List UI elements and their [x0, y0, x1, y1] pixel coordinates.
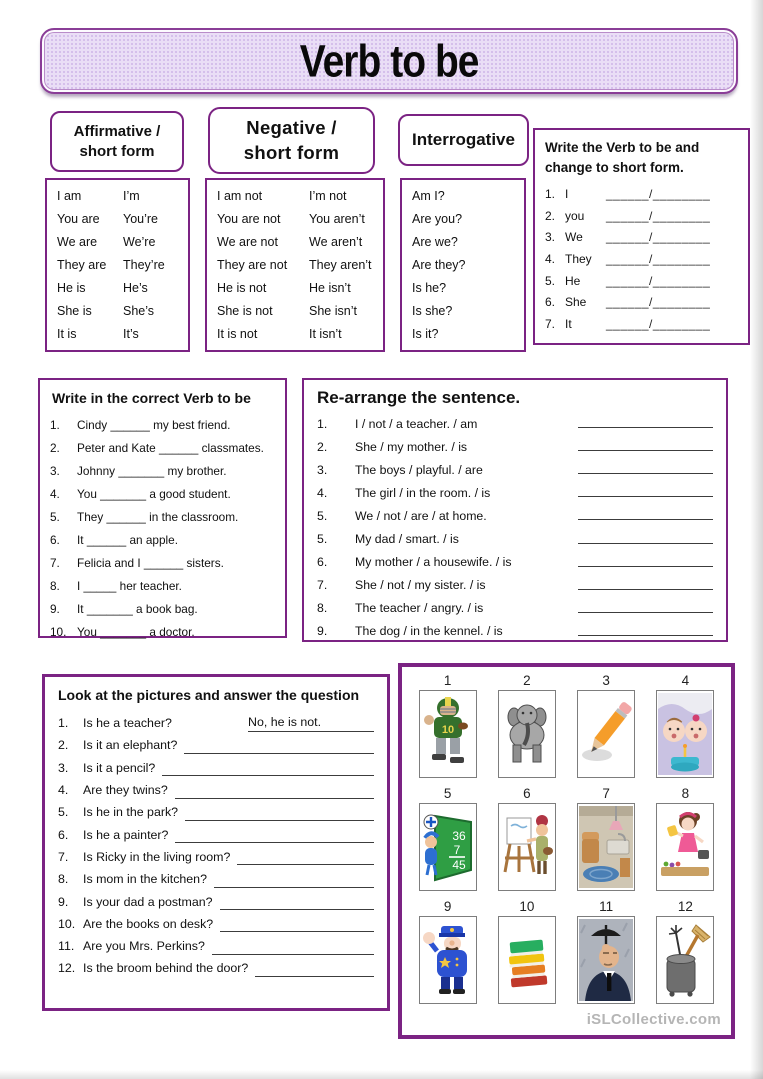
long-form: I am	[57, 189, 82, 203]
pronoun: you	[565, 208, 585, 223]
answer-blank: ______/________	[606, 230, 711, 245]
jumbled-sentence: My mother / a housewife. / is	[355, 555, 512, 570]
list-item	[50, 598, 285, 621]
answer-line	[220, 915, 374, 932]
item-number: 7.	[50, 556, 60, 571]
picture-cell	[656, 803, 714, 891]
sentence: It _______ a book bag.	[77, 602, 198, 617]
table-row	[57, 281, 178, 295]
sentence: It ______ an apple.	[77, 533, 179, 548]
list-item	[58, 868, 374, 890]
table-row	[412, 189, 514, 203]
list-item	[58, 957, 374, 979]
fill-in-exercise	[38, 378, 287, 638]
picture-item	[419, 896, 477, 1004]
header-line: short form	[79, 142, 155, 160]
table-row	[217, 258, 373, 272]
list-item	[58, 890, 374, 912]
answer-line	[578, 621, 713, 636]
item-number: 6.	[50, 533, 60, 548]
page-title: Verb to be	[299, 35, 479, 86]
answer-line	[578, 482, 713, 497]
pronoun: I	[565, 187, 569, 202]
picture-cell	[419, 916, 477, 1004]
item-number: 5.	[317, 532, 328, 547]
elephant-image	[500, 693, 554, 775]
long-form: He is not	[217, 281, 267, 295]
column-header-negative	[208, 107, 375, 174]
item-number: 10.	[58, 916, 76, 931]
picture-questions-exercise	[42, 674, 390, 1011]
exercise-heading: Re-arrange the sentence.	[317, 388, 521, 407]
answer-line	[237, 848, 374, 865]
item-number: 6.	[58, 827, 69, 842]
list-item	[545, 227, 738, 249]
list-item	[58, 779, 374, 801]
item-number: 1.	[317, 416, 328, 431]
answer-text: No, he is not.	[248, 715, 374, 732]
table-row	[217, 327, 373, 341]
answer-line	[175, 826, 374, 843]
long-form: I am not	[217, 189, 263, 203]
long-form: It is	[57, 327, 77, 341]
item-number: 11.	[58, 939, 75, 954]
item-number: 4.	[50, 486, 60, 501]
jumbled-sentence: The boys / playful. / are	[355, 462, 483, 477]
question: Are they twins?	[83, 783, 168, 798]
table-row	[57, 304, 178, 318]
picture-cell	[656, 916, 714, 1004]
picture-cell	[577, 803, 635, 891]
affirmative-table	[45, 178, 190, 352]
short-form: He’s	[123, 281, 148, 295]
table-row	[57, 212, 178, 226]
short-form: We’re	[123, 235, 156, 249]
question: Is your dad a postman?	[83, 894, 213, 909]
header-line: short form	[243, 141, 340, 163]
answer-line	[578, 413, 713, 428]
question: Are you Mrs. Perkins?	[83, 939, 205, 954]
long-form: They are not	[217, 258, 288, 272]
jumbled-sentence: My dad / smart. / is	[355, 532, 459, 547]
sentence: Felicia and I ______ sisters.	[77, 556, 224, 571]
item-number: 1.	[545, 187, 556, 202]
table-row	[217, 304, 373, 318]
long-form: It is not	[217, 327, 258, 341]
list-item	[317, 504, 713, 527]
picture-grid-row	[408, 783, 725, 891]
list-item	[50, 575, 285, 598]
answer-line	[578, 598, 713, 613]
short-form: It isn’t	[309, 327, 342, 341]
picture-cell	[577, 916, 635, 1004]
answer-line	[212, 938, 374, 955]
item-number: 7.	[58, 849, 69, 864]
page-edge-shadow	[750, 0, 763, 1079]
short-form: She isn’t	[309, 304, 357, 318]
picture-number: 6	[523, 786, 531, 801]
exercise-instruction: Write the Verb to be and change to short form.	[545, 140, 700, 176]
picture-item	[498, 670, 556, 778]
list-item	[317, 597, 713, 620]
jumbled-sentence: I / not / a teacher. / am	[355, 416, 478, 431]
list-item	[317, 435, 713, 458]
answer-line	[578, 529, 713, 544]
long-form: They are	[57, 258, 107, 272]
jumbled-sentence: We / not / are / at home.	[355, 508, 487, 523]
long-form: We are	[57, 235, 98, 249]
item-number: 4.	[58, 783, 69, 798]
question-form: Is he?	[412, 281, 447, 295]
item-number: 9.	[50, 602, 60, 617]
pencil-image	[579, 693, 633, 775]
exercise-heading: Write in the correct Verb to be	[52, 390, 251, 406]
item-number: 6.	[317, 555, 328, 570]
painter-image	[500, 806, 554, 888]
item-number: 6.	[545, 295, 556, 310]
answer-line	[175, 782, 374, 799]
item-number: 3.	[317, 462, 328, 477]
answer-line	[578, 552, 713, 567]
picture-number: 8	[681, 786, 690, 801]
picture-item	[419, 670, 477, 778]
list-item	[58, 935, 374, 957]
page-edge-shadow	[0, 1070, 763, 1079]
answer-blank: ______/________	[606, 316, 711, 331]
list-item	[317, 412, 713, 435]
sentence: They ______ in the classroom.	[77, 509, 239, 524]
answer-line	[214, 871, 374, 888]
item-number: 3.	[50, 463, 60, 478]
question: Is it an elephant?	[83, 738, 178, 753]
short-form: She’s	[123, 304, 155, 318]
picture-item	[577, 670, 635, 778]
sentence: You _______ a good student.	[77, 486, 231, 501]
item-number: 9.	[317, 624, 328, 639]
picture-item	[656, 896, 714, 1004]
item-number: 3.	[545, 230, 556, 245]
svg-text:36: 36	[451, 829, 466, 843]
short-form: He isn’t	[309, 281, 351, 295]
item-number: 5.	[50, 509, 60, 524]
list-item	[58, 801, 374, 823]
answer-line	[578, 505, 713, 520]
item-number: 8.	[50, 579, 60, 594]
answer-line	[184, 737, 374, 754]
table-row	[412, 212, 514, 226]
islcollective-watermark: iSLCollective.com	[586, 1011, 721, 1028]
question-form: Are they?	[412, 258, 466, 272]
answer-blank: ______/________	[606, 252, 711, 267]
picture-cell	[498, 916, 556, 1004]
item-number: 5.	[58, 805, 69, 820]
list-item	[317, 481, 713, 504]
question: Is the broom behind the door?	[83, 961, 249, 976]
list-item	[58, 846, 374, 868]
umbrella-man-image	[579, 919, 633, 1001]
picture-item	[419, 783, 477, 891]
sentence: Peter and Kate ______ classmates.	[77, 440, 264, 455]
item-number: 7.	[545, 316, 556, 331]
jumbled-sentence: She / not / my sister. / is	[355, 578, 486, 593]
picture-number: 9	[443, 899, 452, 914]
picture-number: 2	[523, 673, 531, 688]
exercise-heading: Look at the pictures and answer the question	[58, 687, 360, 703]
answer-line	[578, 436, 713, 451]
list-item	[50, 505, 285, 528]
short-form: We aren’t	[309, 235, 363, 249]
item-number: 3.	[58, 760, 69, 775]
picture-number: 4	[681, 673, 690, 688]
item-number: 1.	[50, 417, 60, 432]
jumbled-sentence: She / my mother. / is	[355, 439, 468, 454]
picture-number: 12	[677, 899, 693, 914]
picture-number: 5	[443, 786, 452, 801]
list-item	[58, 913, 374, 935]
picture-number: 10	[519, 899, 535, 914]
table-row	[412, 235, 514, 249]
table-row	[57, 235, 178, 249]
short-form: I’m	[123, 189, 140, 203]
long-form: She is not	[217, 304, 273, 318]
answer-blank: ______/________	[606, 273, 711, 288]
long-form: He is	[57, 281, 86, 295]
column-header-interrogative	[398, 114, 529, 166]
picture-item	[577, 783, 635, 891]
picture-grid-row	[408, 896, 725, 1004]
question: Is he a painter?	[83, 827, 169, 842]
item-number: 2.	[545, 208, 556, 223]
picture-item	[498, 896, 556, 1004]
list-item	[50, 482, 285, 505]
picture-cell	[498, 803, 556, 891]
answer-line	[162, 759, 374, 776]
picture-item	[656, 670, 714, 778]
item-number: 4.	[545, 252, 556, 267]
list-item	[50, 459, 285, 482]
short-form: They’re	[123, 258, 165, 272]
pronoun: It	[565, 316, 572, 331]
question-form: Is it?	[412, 327, 439, 341]
header-line: Negative /	[246, 116, 337, 138]
table-row	[217, 281, 373, 295]
list-item	[58, 757, 374, 779]
short-form: You’re	[123, 212, 158, 226]
list-item	[317, 574, 713, 597]
list-item	[317, 527, 713, 550]
football-player-image	[421, 693, 475, 775]
short-form: It’s	[123, 327, 139, 341]
list-item	[50, 436, 285, 459]
list-item	[58, 712, 374, 734]
table-row	[217, 189, 373, 203]
list-item	[50, 528, 285, 551]
cooking-woman-image	[658, 806, 712, 888]
table-row	[57, 258, 178, 272]
table-row	[412, 304, 514, 318]
answer-line	[578, 459, 713, 474]
picture-cell	[656, 690, 714, 778]
answer-line	[578, 575, 713, 590]
policeman-image	[421, 919, 475, 1001]
pronoun: He	[565, 273, 581, 288]
question: Is he in the park?	[83, 805, 179, 820]
picture-cell	[577, 690, 635, 778]
list-item	[50, 621, 285, 644]
picture-item	[656, 783, 714, 891]
long-form: You are	[57, 212, 100, 226]
short-form: I’m not	[309, 189, 347, 203]
pronoun: They	[565, 252, 592, 267]
list-item	[50, 552, 285, 575]
broom-in-bin-image	[658, 919, 712, 1001]
title-banner	[40, 28, 738, 94]
item-number: 2.	[58, 738, 69, 753]
list-item	[317, 458, 713, 481]
picture-number: 7	[602, 786, 610, 801]
short-form-exercise	[533, 128, 750, 345]
column-header-affirmative	[50, 111, 184, 172]
table-row	[412, 327, 514, 341]
list-item	[58, 734, 374, 756]
list-item	[58, 823, 374, 845]
pronoun: We	[565, 230, 583, 245]
list-item	[545, 184, 738, 206]
long-form: You are not	[217, 212, 281, 226]
list-item	[317, 620, 713, 643]
living-room-image	[579, 806, 633, 888]
long-form: She is	[57, 304, 92, 318]
answer-line	[220, 893, 375, 910]
question-form: Are we?	[412, 235, 458, 249]
item-number: 8.	[317, 601, 328, 616]
answer-blank: ______/________	[606, 187, 711, 202]
header-line: Affirmative /	[73, 123, 161, 140]
item-number: 5.	[317, 508, 328, 523]
item-number: 4.	[317, 485, 328, 500]
question-form: Are you?	[412, 212, 463, 226]
rearrange-exercise	[302, 378, 728, 642]
question: Is mom in the kitchen?	[83, 872, 207, 887]
svg-text:7: 7	[453, 843, 460, 857]
picture-number: 3	[602, 673, 610, 688]
list-item	[317, 551, 713, 574]
question: Are the books on desk?	[83, 916, 214, 931]
picture-grid	[398, 663, 735, 1039]
negative-table	[205, 178, 385, 352]
picture-cell	[498, 690, 556, 778]
list-item	[545, 291, 738, 313]
long-form: We are not	[217, 235, 278, 249]
short-form: You aren’t	[309, 212, 365, 226]
header-line: Interrogative	[412, 130, 515, 149]
twins-image	[658, 693, 712, 775]
table-row	[217, 235, 373, 249]
jumbled-sentence: The dog / in the kennel. / is	[355, 624, 503, 639]
picture-number: 11	[599, 899, 614, 914]
table-row	[412, 281, 514, 295]
jumbled-sentence: The teacher / angry. / is	[355, 601, 484, 616]
table-row	[412, 258, 514, 272]
picture-number: 1	[443, 673, 452, 688]
pronoun: She	[565, 295, 587, 310]
list-item	[545, 313, 738, 335]
math-chalkboard-image	[421, 806, 475, 888]
item-number: 5.	[545, 273, 556, 288]
question: Is it a pencil?	[83, 760, 156, 775]
sentence: Johnny _______ my brother.	[77, 463, 227, 478]
item-number: 8.	[58, 872, 69, 887]
sentence: You _______ a doctor.	[77, 625, 195, 640]
list-item	[545, 205, 738, 227]
question: Is he a teacher?	[83, 716, 172, 731]
item-number: 2.	[317, 439, 328, 454]
table-row	[57, 327, 178, 341]
sentence: I _____ her teacher.	[77, 579, 182, 594]
answer-blank: ______/________	[606, 295, 711, 310]
picture-item	[577, 896, 635, 1004]
item-number: 10.	[50, 625, 67, 640]
list-item	[545, 248, 738, 270]
picture-cell	[419, 803, 477, 891]
short-form: They aren’t	[309, 258, 372, 272]
item-number: 9.	[58, 894, 69, 909]
picture-item	[498, 783, 556, 891]
question: Is Ricky in the living room?	[83, 849, 231, 864]
svg-text:45: 45	[451, 858, 466, 872]
books-stack-image	[500, 919, 554, 1001]
svg-text:10: 10	[441, 724, 454, 736]
item-number: 7.	[317, 578, 328, 593]
answer-line	[255, 960, 374, 977]
table-row	[217, 212, 373, 226]
list-item	[50, 413, 285, 436]
picture-grid-row	[408, 670, 725, 778]
interrogative-table	[400, 178, 526, 352]
table-row	[57, 189, 178, 203]
item-number: 1.	[58, 716, 69, 731]
answer-blank: ______/________	[606, 208, 711, 223]
picture-cell	[419, 690, 477, 778]
item-number: 2.	[50, 440, 60, 455]
list-item	[545, 270, 738, 292]
question-form: Is she?	[412, 304, 453, 318]
answer-line	[185, 804, 374, 821]
sentence: Cindy ______ my best friend.	[77, 417, 231, 432]
jumbled-sentence: The girl / in the room. / is	[355, 485, 491, 500]
item-number: 12.	[58, 961, 76, 976]
question-form: Am I?	[412, 189, 445, 203]
